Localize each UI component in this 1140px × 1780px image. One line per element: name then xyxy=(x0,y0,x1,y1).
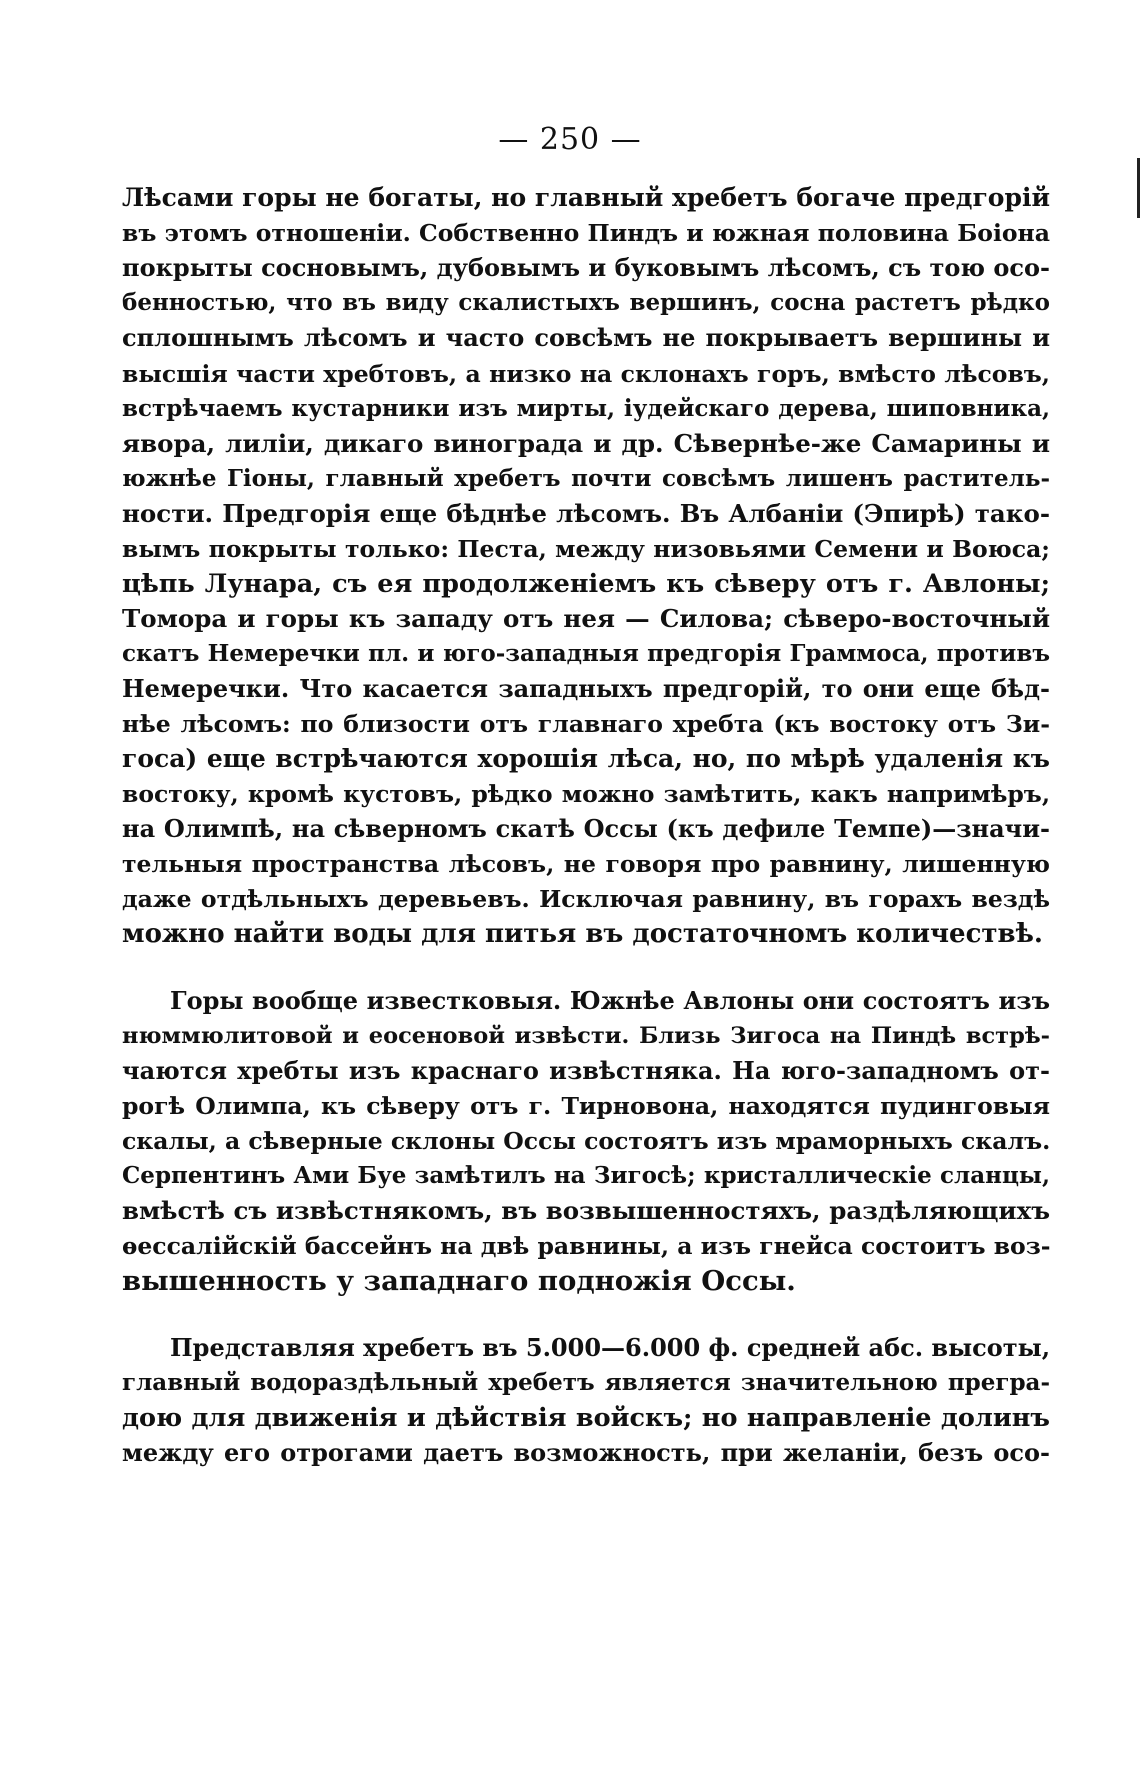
text-line: чаются хребты изъ краснаго извѣстняка. На юго-западномъ от- xyxy=(122,1056,1050,1085)
text-line: Немеречки. Что касается западныхъ предгорій, то они еще бѣд- xyxy=(122,674,1050,703)
text-line: Представляя хребетъ въ 5.000—6.000 ф. средней абс. высоты, xyxy=(170,1333,1050,1362)
text-line: дою для движенія и дѣйствія войскъ; но направленіе долинъ xyxy=(122,1403,1050,1433)
text-line: вышенность у западнаго подножія Оссы. xyxy=(122,1265,796,1297)
text-line: востоку, кромѣ кустовъ, рѣдко можно замѣтить, какъ напримѣръ, xyxy=(122,780,1050,808)
text-line: Серпентинъ Ами Буе замѣтилъ на Зигосѣ; кристаллическіе сланцы, xyxy=(122,1162,1050,1189)
text-line: нюммюлитовой и еосеновой извѣсти. Близь Зигоса на Пиндѣ встрѣ- xyxy=(122,1023,1050,1049)
text-line: сплошнымъ лѣсомъ и часто совсѣмъ не покрываетъ вершины и xyxy=(122,323,1050,352)
text-line: Томора и горы къ западу отъ нея — Силова; сѣверо-восточный xyxy=(122,604,1050,633)
text-line: ѳессалійскій бассейнъ на двѣ равнины, а изъ гнейса состоитъ воз- xyxy=(122,1232,1050,1260)
text-line: госа) еще встрѣчаются хорошія лѣса, но, по мѣрѣ удаленія къ xyxy=(122,744,1050,773)
text-line: Лѣсами горы не богаты, но главный хребетъ богаче предгорій xyxy=(122,183,1050,212)
text-line: явора, лиліи, дикаго винограда и др. Сѣвернѣе-же Самарины и xyxy=(122,429,1050,458)
text-line: Горы вообще известковыя. Южнѣе Авлоны они состоятъ изъ xyxy=(170,986,1050,1015)
text-line: тельныя пространства лѣсовъ, не говоря про равнину, лишенную xyxy=(122,850,1050,878)
text-line: рогѣ Олимпа, къ сѣверу отъ г. Тирновона, находятся пудинговыя xyxy=(122,1092,1050,1120)
text-line: въ этомъ отношеніи. Собственно Пиндъ и южная половина Боіона xyxy=(122,219,1050,247)
text-line: высшія части хребтовъ, а низко на склонахъ горъ, вмѣсто лѣсовъ, xyxy=(122,360,1050,388)
text-line: даже отдѣльныхъ деревьевъ. Исключая равнину, въ горахъ вездѣ xyxy=(122,885,1050,913)
text-line: вмѣстѣ съ извѣстнякомъ, въ возвышенностяхъ, раздѣляющихъ xyxy=(122,1196,1050,1225)
text-line: ности. Предгорія еще бѣднѣе лѣсомъ. Въ Албаніи (Эпирѣ) тако- xyxy=(122,499,1050,528)
text-line: покрыты сосновымъ, дубовымъ и буковымъ лѣсомъ, съ тою осо- xyxy=(122,253,1050,282)
text-line: нѣе лѣсомъ: по близости отъ главнаго хребта (къ востоку отъ Зи- xyxy=(122,710,1050,738)
text-line: южнѣе Гіоны, главный хребетъ почти совсѣмъ лишенъ раститель- xyxy=(122,465,1050,492)
text-line: вымъ покрыты только: Песта, между низовьями Семени и Воюса; xyxy=(122,535,1050,563)
page-number: — 250 — xyxy=(498,122,642,157)
text-line: можно найти воды для питья въ достаточномъ количествѣ. xyxy=(122,919,1043,949)
text-line: бенностью, что въ виду скалистыхъ вершинъ, сосна растетъ рѣдко xyxy=(122,289,1050,316)
text-line: цѣпь Лунара, съ ея продолженіемъ къ сѣверу отъ г. Авлоны; xyxy=(122,569,1050,599)
text-line: между его отрогами даетъ возможность, при желаніи, безъ осо- xyxy=(122,1438,1050,1467)
text-line: скалы, а сѣверные склоны Оссы состоятъ изъ мраморныхъ скалъ. xyxy=(122,1127,1050,1155)
text-line: скатъ Немеречки пл. и юго-западныя предгорія Граммоса, противъ xyxy=(122,640,1050,667)
text-line: на Олимпѣ, на сѣверномъ скатѣ Оссы (къ дефиле Темпе)—значи- xyxy=(122,814,1050,843)
text-line: главный водораздѣльный хребетъ является значительною прегра- xyxy=(122,1369,1050,1396)
text-line: встрѣчаемъ кустарники изъ мирты, іудейскаго дерева, шиповника, xyxy=(122,395,1050,422)
